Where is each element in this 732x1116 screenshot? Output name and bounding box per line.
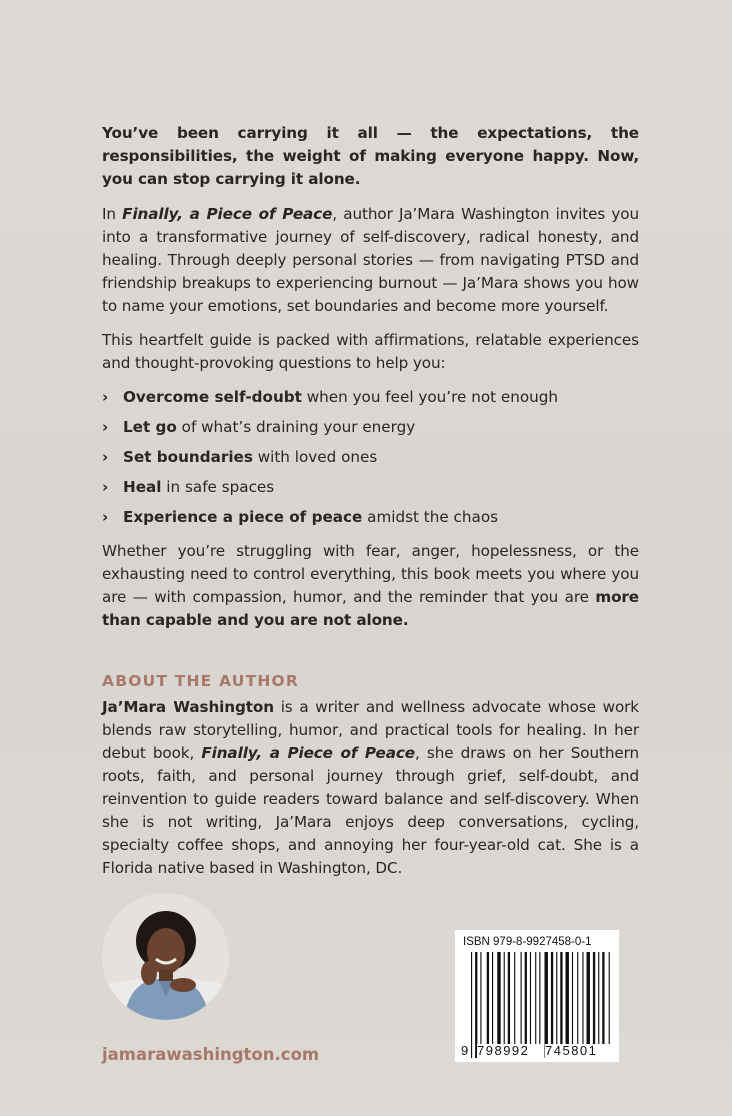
barcode-lead-digit: 9 <box>461 1043 469 1058</box>
barcode-bar <box>582 952 583 1044</box>
list-item: › Experience a piece of peace amidst the chaos <box>102 506 639 529</box>
barcode-bar <box>480 952 481 1044</box>
barcode-bar <box>560 952 562 1044</box>
blurb <box>102 122 639 891</box>
barcode-bar <box>587 952 590 1044</box>
barcode-bar <box>577 952 578 1044</box>
barcode-bar <box>539 952 540 1044</box>
list-item: › Set boundaries with loved ones <box>102 446 639 469</box>
chevron-right-icon: › <box>102 448 109 466</box>
lead-paragraph: You’ve been carrying it all — the expectations, the responsibilities, the weight of making everyone happy. Now, you can stop carrying it alone. <box>102 124 639 188</box>
barcode-bar <box>566 952 569 1044</box>
list-item: › Heal in safe spaces <box>102 476 639 499</box>
barcode-bar <box>530 952 531 1044</box>
about-paragraph: Ja’Mara Washington is a writer and wellness advocate whose work blends raw storytelling, humor, and practical tools for healing. In her debut book, Finally, a Piece of Peace, she draws on her Southern roots, faith, and personal journey through grief, self-doubt, and reinvention to guide readers toward balance and self-discovery. When she is not writing, Ja’Mara enjoys deep conversations, cycling, specialty coffee shops, and annoying her four-year-old cat. She is a Florida native based in Washington, DC. <box>102 698 640 877</box>
barcode-bar <box>535 952 536 1044</box>
barcode-bar <box>525 952 527 1044</box>
chevron-right-icon: › <box>102 508 109 526</box>
closing-paragraph: Whether you’re struggling with fear, anger, hopelessness, or the exhausting need to control everything, this book meets you where you are — with compassion, humor, and the reminder that you are more than capable and you are not alone. <box>102 542 639 629</box>
isbn-number: ISBN 979-8-9927458-0-1 <box>463 936 592 948</box>
author-photo <box>102 893 229 1020</box>
barcode-bar <box>508 952 510 1044</box>
chevron-right-icon: › <box>102 478 109 496</box>
barcode-left-digits: 798992 <box>477 1043 530 1058</box>
barcode-bar <box>609 952 610 1044</box>
barcode-bar <box>492 952 493 1044</box>
author-portrait-icon <box>102 893 229 1020</box>
barcode-bar <box>602 952 604 1044</box>
barcode-bar <box>556 952 557 1044</box>
list-item: › Overcome self-doubt when you feel you’re not enough <box>102 386 639 409</box>
barcode-bar <box>471 952 472 1058</box>
author-name: Ja’Mara Washington <box>102 698 274 716</box>
chevron-right-icon: › <box>102 418 109 436</box>
barcode-bar <box>521 952 522 1044</box>
guide-paragraph: This heartfelt guide is packed with affirmations, relatable experiences and thought-provoking questions to help you: <box>102 331 639 372</box>
barcode-right-digits: 745801 <box>545 1043 598 1058</box>
about-heading: ABOUT THE AUTHOR <box>102 672 300 690</box>
barcode-bar <box>572 952 573 1044</box>
barcode-bar <box>598 952 599 1044</box>
book-title: Finally, a Piece of Peace <box>122 205 333 223</box>
isbn-barcode <box>455 930 619 1062</box>
barcode-bar <box>514 952 515 1044</box>
barcode-bar <box>487 952 489 1044</box>
barcode-bar <box>504 952 505 1044</box>
barcode-bar <box>497 952 500 1044</box>
list-item: › Let go of what’s draining your energy <box>102 416 639 439</box>
benefit-list <box>102 386 639 529</box>
website-link[interactable]: jamarawashington.com <box>102 1045 320 1064</box>
chevron-right-icon: › <box>102 388 109 406</box>
barcode-bar <box>593 952 595 1044</box>
intro-paragraph: In Finally, a Piece of Peace, author Ja’Mara Washington invites you into a transformative journey of self-discovery, radical honesty, and healing. Through deeply personal stories — from navigating PTSD and friendship breakups to experiencing burnout — Ja’Mara shows you how to name your emotions, set boundaries and become more yourself. <box>102 205 640 315</box>
